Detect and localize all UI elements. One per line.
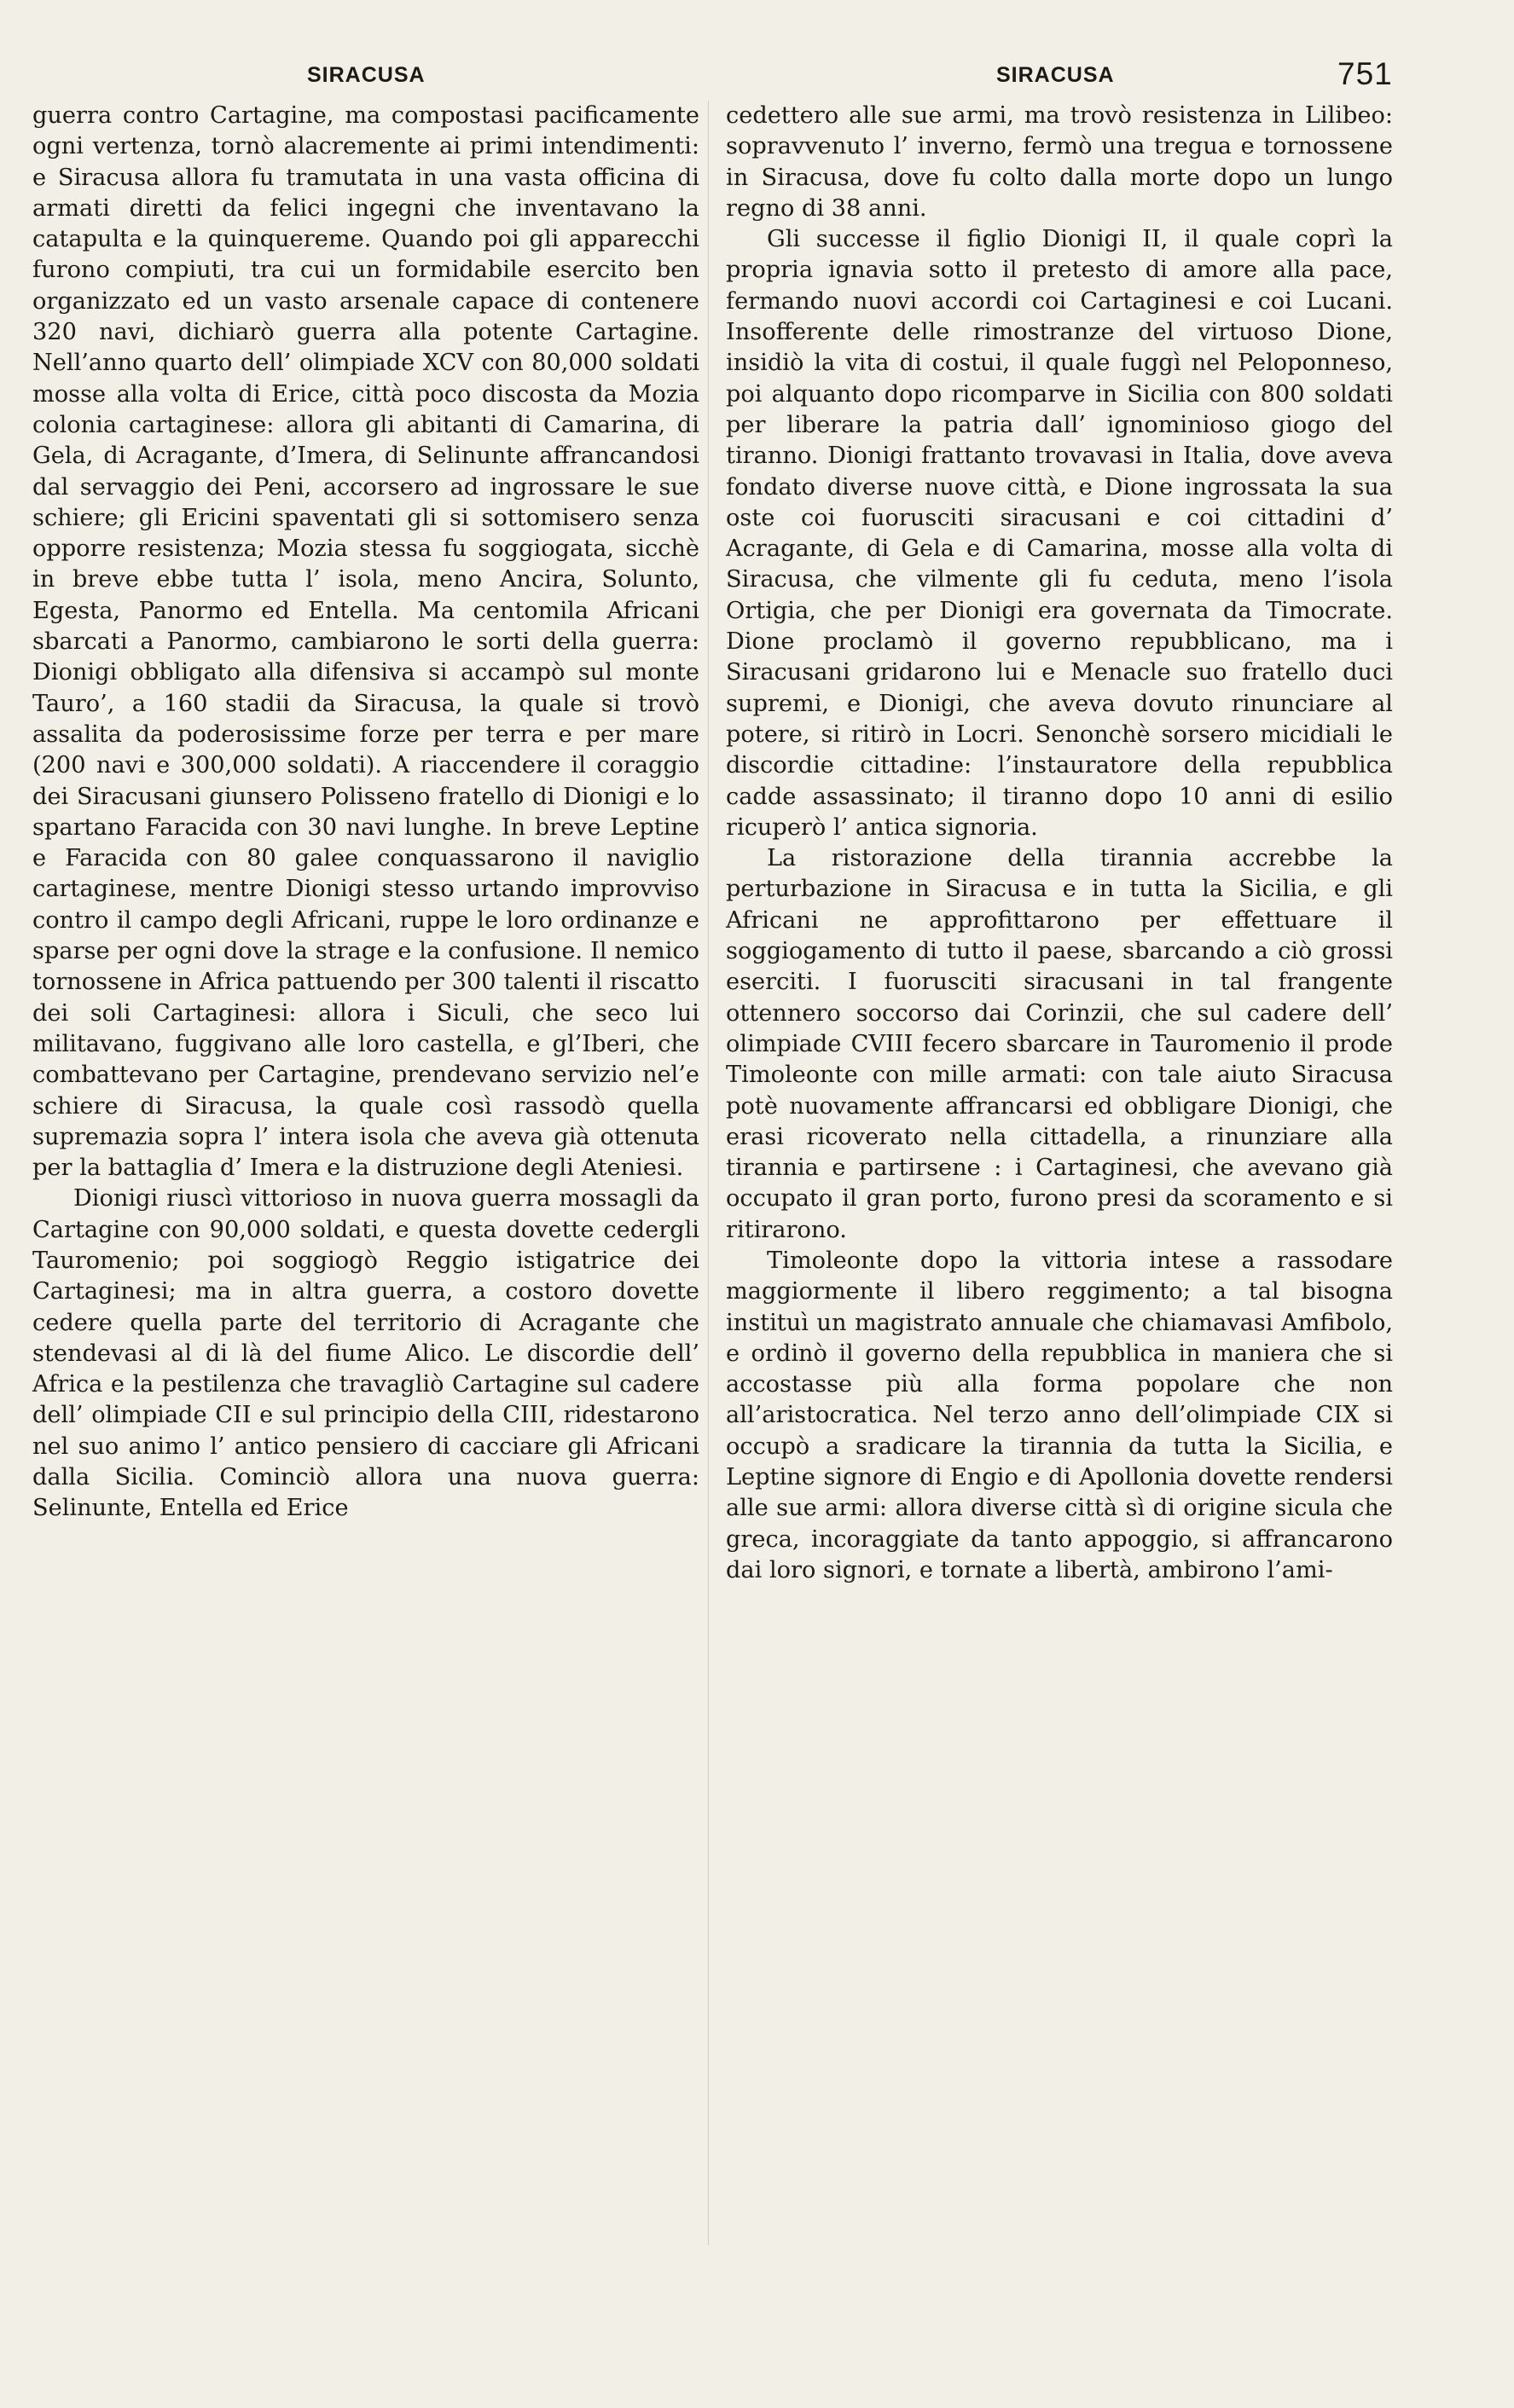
column-divider [708, 101, 709, 2245]
running-head-left: SIRACUSA [307, 63, 426, 87]
paragraph: La ristorazione della tirannia accrebbe la perturbazione in Siracusa e in tutta la Sicilia, e gli Africani ne approfittarono per effettuare il soggiogamento di tutto il paese, sbarcando a ciò grossi eserciti. I fuorusciti siracusani in tal frangente ottennero soccorso dai Corinzii, che sul cadere dell’ olimpiade CVIII fecero sbarcare in Tauromenio il prode Timoleonte con mille armati: con tale aiuto Siracusa potè nuovamente affrancarsi ed obbligare Dionigi, che erasi ricoverato nella cittadella, a rinunziare alla tirannia e partirsene : i Cartaginesi, che avevano già occupato il gran porto, furono presi da scoramento e si ritirarono. [726, 845, 1393, 1243]
page-number: 751 [1337, 56, 1393, 91]
running-head-right: SIRACUSA [996, 63, 1115, 87]
paragraph: Gli successe il figlio Dionigi II, il quale coprì la propria ignavia sotto il pretesto di amore alla pace, fermando nuovi accordi coi Cartaginesi e coi Lucani. Insofferente delle rimostranze del virtuoso Dione, insidiò la vita di costui, il quale fuggì nel Peloponneso, poi alquanto dopo ricomparve in Sicilia con 800 soldati per liberare la patria dall’ ignominioso giogo del tiranno. Dionigi frattanto trovavasi in Italia, dove aveva fondato diverse nuove città, e Dione ingrossata la sua oste coi fuorusciti siracusani e coi cittadini d’ Acragante, di Gela e di Camarina, mosse alla volta di Siracusa, che vilmente gli fu ceduta, meno l’isola Ortigia, che per Dionigi era governata da Timocrate. Dione proclamò il governo repubblicano, ma i Siracusani gridarono lui e Menacle suo fratello duci supremi, e Dionigi, che aveva dovuto rinunciare al potere, si ritirò in Locri. Senonchè sorsero micidiali le discordie cittadine: l’instauratore della repubblica cadde assassinato; il tiranno dopo 10 anni di esilio ricuperò l’ antica signoria. [726, 226, 1393, 841]
paragraph: Timoleonte dopo la vittoria intese a rassodare maggiormente il libero reggimento; a tal bisogna instituì un magistrato annuale che chiamavasi Amfibolo, e ordinò il governo della repubblica in maniera che si accostasse più alla forma popolare che non all’aristocratica. Nel terzo anno dell’olimpiade CIX si occupò a sradicare la tirannia da tutta la Sicilia, e Leptine signore di Engio e di Apollonia dovette rendersi alle sue armi: allora diverse città sì di origine sicula che greca, incoraggiate da tanto appoggio, si affrancarono dai loro signori, e tornate a libertà, ambirono l’ami- [726, 1247, 1393, 1583]
paragraph: cedettero alle sue armi, ma trovò resistenza in Lilibeo: sopravvenuto l’ inverno, fermò una tregua e tornossene in Siracusa, dove fu colto dalla morte dopo un lungo regno di 38 anni. [726, 102, 1393, 222]
left-column [32, 101, 699, 1525]
paragraph: Dionigi riuscì vittorioso in nuova guerra mossagli da Cartagine con 90,000 soldati, e questa dovette cedergli Tauromenio; poi soggiogò Reggio istigatrice dei Cartaginesi; ma in altra guerra, a costoro dovette cedere quella parte del territorio di Acragante che stendevasi al di là del fiume Alico. Le discordie dell’ Africa e la pestilenza che travagliò Cartagine sul cadere dell’ olimpiade CII e sul principio della CIII, ridestarono nel suo animo l’ antico pensiero di cacciare gli Africani dalla Sicilia. Cominciò allora una nuova guerra: Selinunte, Entella ed Erice [32, 1185, 699, 1522]
right-column [726, 101, 1393, 1586]
paragraph: guerra contro Cartagine, ma compostasi pacificamente ogni vertenza, tornò alacremente ai primi intendimenti: e Siracusa allora fu tramutata in una vasta officina di armati diretti da felici ingegni che inventavano la catapulta e la quinquereme. Quando poi gli apparecchi furono compiuti, tra cui un formidabile esercito ben organizzato ed un vasto arsenale capace di contenere 320 navi, dichiarò guerra alla potente Cartagine. Nell’anno quarto dell’ olimpiade XCV con 80,000 soldati mosse alla volta di Erice, città poco discosta da Mozia colonia cartaginese: allora gli abitanti di Camarina, di Gela, di Acragante, d’Imera, di Selinunte affrancandosi dal servaggio dei Peni, accorsero ad ingrossare le sue schiere; gli Ericini spaventati gli si sottomisero senza opporre resistenza; Mozia stessa fu soggiogata, sicchè in breve ebbe tutta l’ isola, meno Ancira, Solunto, Egesta, Panormo ed Entella. Ma centomila Africani sbarcati a Panormo, cambiarono le sorti della guerra: Dionigi obbligato alla difensiva si accampò sul monte Tauro’, a 160 stadii da Siracusa, la quale si trovò assalita da poderosissime forze per terra e per mare (200 navi e 300,000 soldati). A riaccendere il coraggio dei Siracusani giunsero Polisseno fratello di Dionigi e lo spartano Faracida con 30 navi lunghe. In breve Leptine e Faracida con 80 galee conquassarono il naviglio cartaginese, mentre Dionigi stesso urtando improvviso contro il campo degli Africani, ruppe le loro ordinanze e sparse per ogni dove la strage e la confusione. Il nemico tornossene in Africa pattuendo per 300 talenti il riscatto dei soli Cartaginesi: allora i Siculi, che seco lui militavano, fuggivano alle loro castella, e gl’Iberi, che combattevano per Cartagine, prendevano servizio nel’e schiere di Siracusa, la quale così rassodò quella supremazia sopra l’ intera isola che aveva già ottenuta per la battaglia d’ Imera e la distruzione degli Ateniesi. [32, 102, 699, 1182]
